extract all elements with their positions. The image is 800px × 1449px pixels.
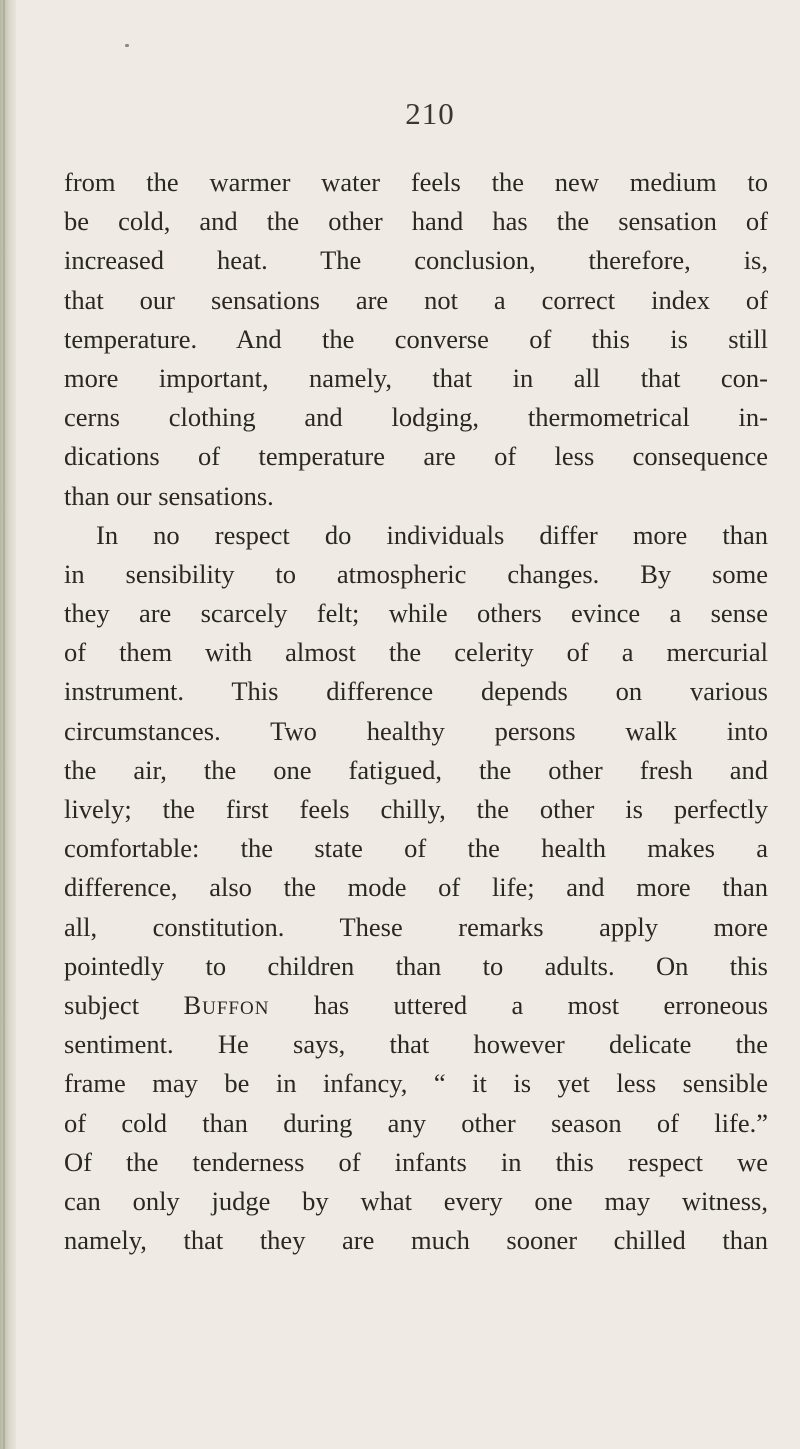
text-line: namely, that they are much sooner chilled than	[64, 1225, 768, 1256]
text-line: than our sensations.	[64, 480, 274, 511]
page-binding-edge	[0, 0, 16, 1449]
text-line: dications of temperature are of less consequence	[64, 441, 768, 472]
binding-stitch-line	[3, 0, 5, 1449]
text-line: they are scarcely felt; while others evince a sense	[64, 598, 768, 629]
author-name: Buffon	[183, 989, 270, 1020]
text-line: that our sensations are not a correct index of	[64, 284, 768, 315]
text-line: difference, also the mode of life; and more than	[64, 872, 768, 903]
text-segment: subject	[64, 989, 140, 1020]
ink-speck	[125, 44, 129, 47]
text-line: lively; the first feels chilly, the other is perfectly	[64, 794, 768, 824]
text-line: of cold than during any other season of life.”	[64, 1107, 768, 1138]
paragraph-start-line: In no respect do individuals differ more than	[96, 519, 768, 550]
text-line: of them with almost the celerity of a mercurial	[64, 637, 768, 668]
text-line-with-name	[64, 986, 768, 1025]
text-line: temperature. And the converse of this is still	[64, 323, 768, 354]
text-line: can only judge by what every one may witness,	[64, 1185, 768, 1216]
text-line: instrument. This difference depends on various	[64, 676, 768, 707]
text-line: pointedly to children than to adults. On this	[64, 950, 768, 981]
text-line: be cold, and the other hand has the sensation of	[64, 206, 768, 237]
text-line: in sensibility to atmospheric changes. By some	[64, 558, 768, 589]
text-line: increased heat. The conclusion, therefore, is,	[64, 245, 768, 276]
text-line: sentiment. He says, that however delicate the	[64, 1029, 768, 1060]
text-line: frame may be in infancy, “ it is yet less sensible	[64, 1068, 768, 1099]
text-line: from the warmer water feels the new medium to	[64, 167, 768, 197]
text-line: circumstances. Two healthy persons walk into	[64, 715, 768, 746]
text-line: Of the tenderness of infants in this respect we	[64, 1146, 768, 1177]
text-line: the air, the one fatigued, the other fresh and	[64, 754, 768, 785]
text-segment: has uttered a most erroneous	[313, 989, 769, 1020]
text-line: comfortable: the state of the health makes a	[64, 833, 768, 864]
text-line: cerns clothing and lodging, thermometrical in-	[64, 402, 768, 433]
page-number: 210	[405, 96, 455, 131]
body-text	[64, 163, 768, 1260]
text-line: all, constitution. These remarks apply more	[64, 911, 768, 942]
text-line: more important, namely, that in all that con-	[64, 362, 768, 393]
